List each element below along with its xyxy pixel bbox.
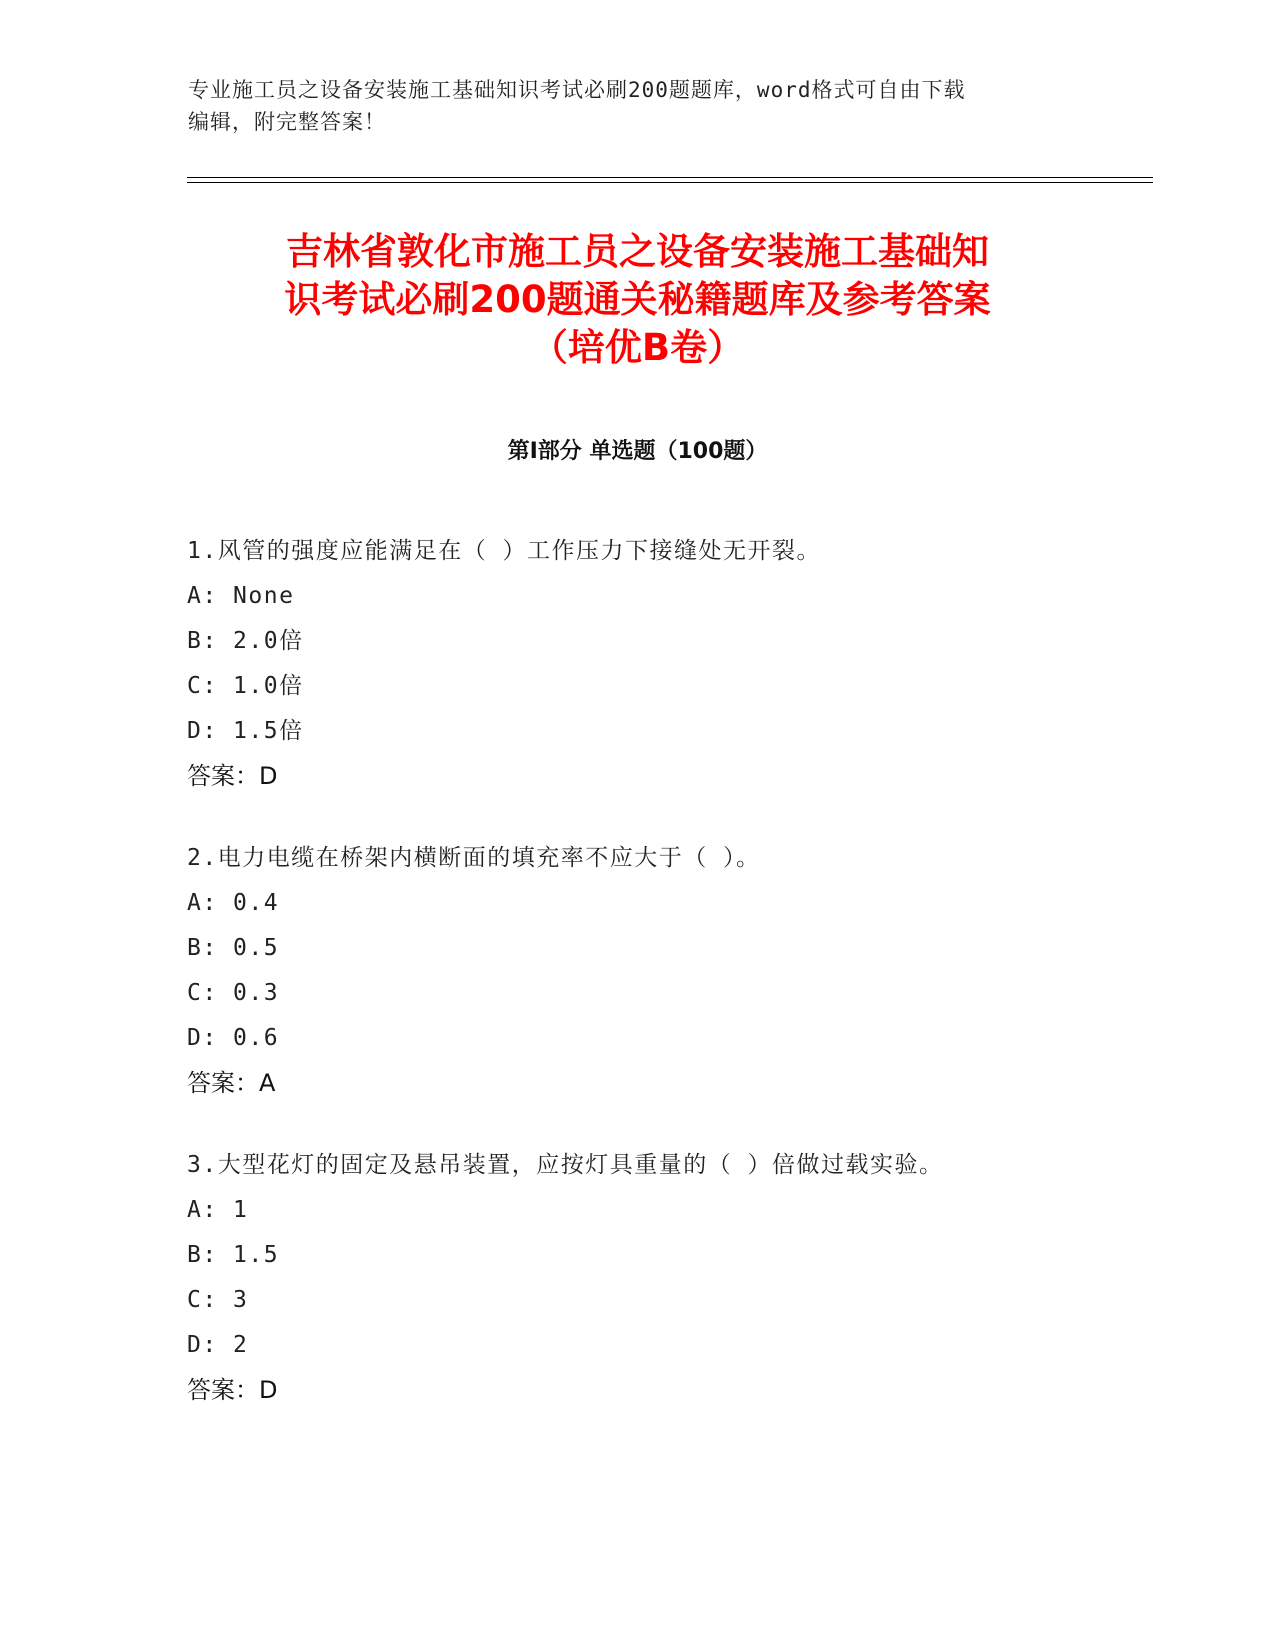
question-1 [187, 529, 1147, 799]
option-a: A: 1 [187, 1197, 249, 1223]
document-title-line1: 吉林省敦化市施工员之设备安装施工基础知 [286, 230, 989, 273]
header-divider-bottom [187, 182, 1153, 183]
document-title-line2: 识考试必刷200题通关秘籍题库及参考答案 [284, 278, 991, 321]
question-3 [187, 1143, 1147, 1413]
header-note-line1: 专业施工员之设备安装施工基础知识考试必刷200题题库，word格式可自由下载 [188, 78, 966, 102]
option-a: A: None [187, 583, 295, 609]
document-title [180, 228, 1095, 372]
option-d: D: 0.6 [187, 1025, 280, 1051]
answer-key: 答案：A [187, 1069, 276, 1097]
question-stem: 3.大型花灯的固定及悬吊装置，应按灯具重量的（ ）倍做过载实验。 [187, 1152, 944, 1178]
question-stem: 1.风管的强度应能满足在（ ）工作压力下接缝处无开裂。 [187, 538, 822, 564]
option-c: C: 3 [187, 1287, 249, 1313]
answer-key: 答案：D [187, 1376, 278, 1404]
option-b: B: 0.5 [187, 935, 280, 961]
option-c: C: 1.0倍 [187, 673, 304, 699]
header-note-line2: 编辑，附完整答案！ [188, 110, 386, 134]
option-c: C: 0.3 [187, 980, 280, 1006]
option-b: B: 2.0倍 [187, 628, 304, 654]
option-b: B: 1.5 [187, 1242, 280, 1268]
document-title-line3: （培优B卷） [530, 326, 745, 369]
question-stem: 2.电力电缆在桥架内横断面的填充率不应大于（ ）。 [187, 845, 761, 871]
header-note [188, 74, 1088, 138]
answer-key: 答案：D [187, 762, 278, 790]
question-2 [187, 836, 1147, 1106]
header-divider-top [187, 177, 1153, 178]
question-list [187, 529, 1147, 1450]
option-d: D: 1.5倍 [187, 718, 304, 744]
option-d: D: 2 [187, 1332, 249, 1358]
section-heading: 第Ⅰ部分 单选题（100题） [507, 439, 768, 464]
option-a: A: 0.4 [187, 890, 280, 916]
